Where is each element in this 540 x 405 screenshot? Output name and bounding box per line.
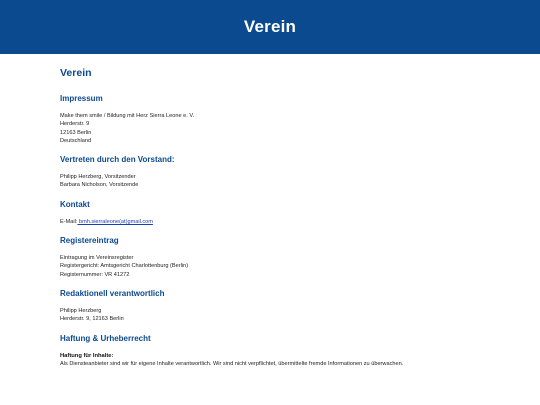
section-heading-haftung: Haftung & Urheberrecht: [60, 333, 151, 343]
section-heading-kontakt: Kontakt: [60, 199, 90, 209]
register-line: Registernummer: VR 41272: [60, 271, 130, 278]
site-header: [0, 0, 540, 54]
section-heading-register: Registereintrag: [60, 236, 119, 246]
board-member: Philipp Herzberg, Vorsitzender: [60, 174, 136, 181]
section-redaktion: [60, 289, 520, 324]
editor-line: Philipp Herzberg: [60, 307, 102, 314]
section-register: [60, 236, 520, 279]
liability-text: Als Diensteanbieter sind wir für eigene Inhalte verantwortlich. Wir sind nicht verpflichtet, übermittelte fremde Informationen zu überwachen.: [60, 360, 404, 367]
page-title: Verein: [60, 67, 92, 79]
main-content: [60, 66, 520, 378]
section-vorstand: [60, 155, 520, 190]
address-line: 12163 Berlin: [60, 129, 92, 136]
address-line: Herderstr. 9: [60, 121, 90, 128]
register-line: Registergericht: Amtsgericht Charlottenburg (Berlin): [60, 263, 189, 270]
board-member: Barbara Nicholson, Vorsitzende: [60, 182, 139, 189]
editor-line: Herderstr. 9, 12163 Berlin: [60, 316, 124, 323]
register-line: Eintragung im Vereinsregister: [60, 255, 134, 262]
email-line: [60, 218, 520, 226]
header-title: Verein: [243, 17, 297, 36]
liability-subheading: Haftung für Inhalte:: [60, 352, 114, 359]
address-line: Make them smile / Bildung mit Herz Sierra Leone e. V.: [60, 113, 195, 119]
email-label: E-Mail:: [60, 218, 78, 225]
section-heading-vorstand: Vertreten durch den Vorstand:: [60, 155, 175, 165]
email-link[interactable]: bmh.sierraleone(at)gmail.com: [77, 218, 153, 225]
section-impressum: [60, 94, 520, 145]
section-heading-impressum: Impressum: [60, 94, 103, 103]
section-haftung: [60, 334, 520, 369]
section-kontakt: [60, 200, 520, 226]
section-heading-redaktion: Redaktionell verantwortlich: [60, 288, 165, 298]
address-line: Deutschland: [60, 137, 92, 144]
